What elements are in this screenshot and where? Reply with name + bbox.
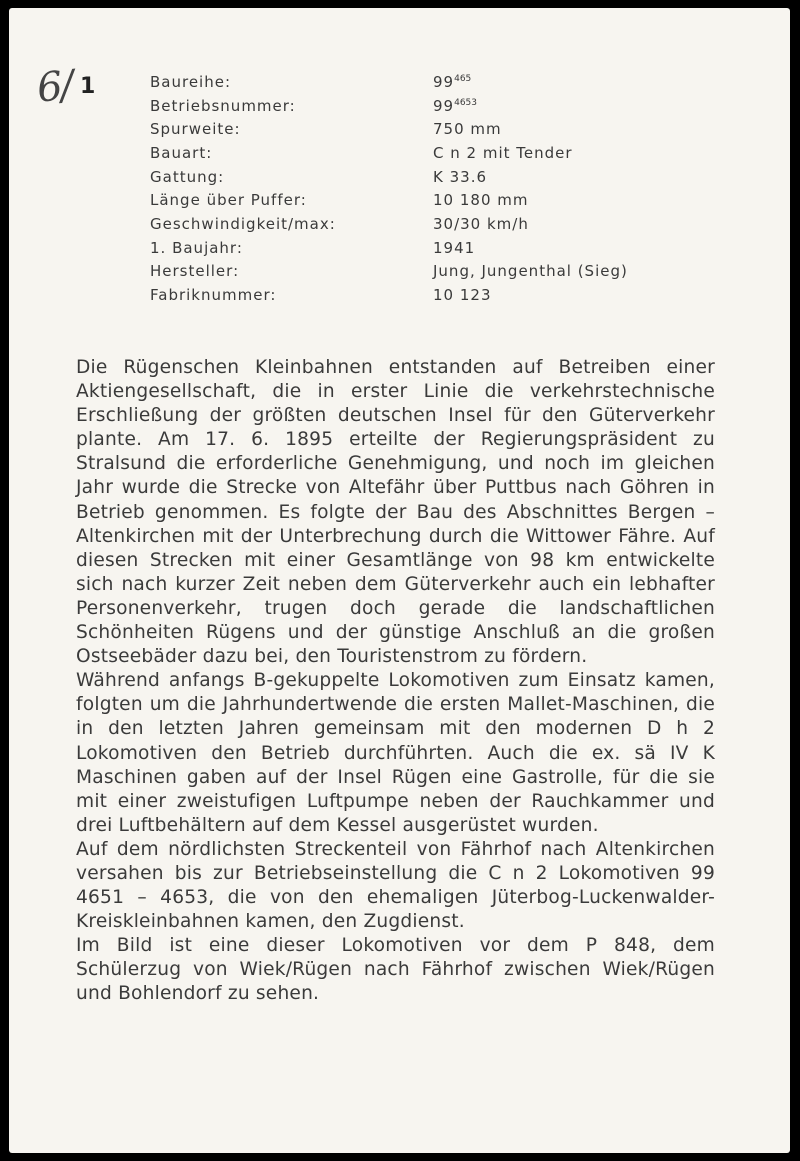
spec-label: Betriebsnummer: — [150, 96, 296, 115]
paragraph-service: Auf dem nördlichsten Streckenteil von Fährhof nach Altenkirchen versahen bis zur Betriebseinstellung die C n 2 Lokomotiven 99 4651 – 4653, die von den ehemaligen Jüterbog-Luckenwalder-Kreiskleinbahnen kamen, den Zugdienst. — [76, 838, 715, 933]
spec-label: Bauart: — [150, 143, 213, 162]
spec-row — [150, 212, 750, 236]
spec-value-main: 10 180 mm — [433, 191, 529, 210]
spec-value — [433, 168, 750, 186]
spec-row — [150, 141, 750, 165]
handwritten-mark: 6/ — [34, 62, 75, 112]
spec-value-main: K 33.6 — [433, 167, 488, 186]
paragraph-history: Die Rügenschen Kleinbahnen entstanden auf Betreiben einer Aktiengesellschaft, die in erster Linie die verkehrstechnische Erschließung der größten deutschen Insel für den Güterverkehr plante. Am 17. 6. 1895 erteilte der Regierungspräsident zu Stralsund die erforderliche Genehmigung, und noch im gleichen Jahr wurde die Strecke von Altefähr über Puttbus nach Göhren in Betrieb genommen. Es folgte der Bau des Abschnittes Bergen – Altenkirchen mit der Unterbrechung durch die Wittower Fähre. Auf diesen Strecken mit einer Gesamtlänge von 98 km entwickelte sich nach kurzer Zeit neben dem Güterverkehr auch ein lebhafter Personenverkehr, trugen doch gerade die landschaftlichen Schönheiten Rügens und der günstige Anschluß an die großen Ostseebäder dazu bei, den Touristenstrom zu fördern. — [76, 357, 715, 668]
spec-value-main: Jung, Jungenthal (Sieg) — [433, 262, 628, 281]
spec-value — [433, 97, 750, 115]
spec-label: Fabriknummer: — [150, 286, 277, 305]
spec-label: 1. Baujahr: — [150, 238, 243, 257]
spec-label: Spurweite: — [150, 120, 241, 139]
spec-row — [150, 70, 750, 94]
spec-value-main: 99 — [433, 72, 455, 91]
spec-row — [150, 165, 750, 189]
spec-value-main: 30/30 km/h — [433, 214, 529, 233]
spec-value — [433, 262, 750, 280]
spec-row — [150, 188, 750, 212]
spec-value — [433, 215, 750, 233]
spec-label: Hersteller: — [150, 262, 240, 281]
spec-value-main: 99 — [433, 96, 455, 115]
spec-value — [433, 191, 750, 209]
description-text — [76, 356, 715, 1007]
spec-value-main: 1941 — [433, 238, 476, 257]
spec-value — [433, 120, 750, 138]
spec-value-main: 750 mm — [433, 120, 502, 139]
spec-row — [150, 94, 750, 118]
spec-value-main: C n 2 mit Tender — [433, 143, 573, 162]
spec-label: Länge über Puffer: — [150, 191, 307, 210]
spec-value-superscript: 465 — [454, 73, 472, 84]
spec-table — [150, 70, 750, 307]
spec-row — [150, 283, 750, 307]
paragraph-locomotives: Während anfangs B-gekuppelte Lokomotiven zum Einsatz kamen, folgten um die Jahrhundertwende die ersten Mallet-Maschinen, die in den letzten Jahren gemeinsam mit den modernen D h 2 Lokomotiven den Betrieb durchführten. Auch die ex. sä IV K Maschinen gaben auf der Insel Rügen eine Gastrolle, für die sie mit einer zweistufigen Luftpumpe neben der Rauchkammer und drei Luftbehältern auf dem Kessel ausgerüstet wurden. — [76, 670, 715, 836]
card-number: 1 — [80, 74, 96, 99]
spec-label: Baureihe: — [150, 72, 232, 91]
spec-row — [150, 117, 750, 141]
spec-value — [433, 286, 750, 304]
spec-label: Gattung: — [150, 167, 225, 186]
spec-row — [150, 236, 750, 260]
spec-value — [433, 144, 750, 162]
spec-row — [150, 260, 750, 284]
spec-value-superscript: 4653 — [454, 97, 477, 108]
spec-label: Geschwindigkeit/max: — [150, 214, 336, 233]
spec-value-main: 10 123 — [433, 286, 492, 305]
paragraph-photo-caption: Im Bild ist eine dieser Lokomotiven vor dem P 848, dem Schülerzug von Wiek/Rügen nach Fährhof zwischen Wiek/Rügen und Bohlendorf zu sehen. — [76, 935, 715, 1005]
postcard-back — [9, 8, 790, 1153]
spec-value — [433, 73, 750, 91]
spec-value — [433, 239, 750, 257]
